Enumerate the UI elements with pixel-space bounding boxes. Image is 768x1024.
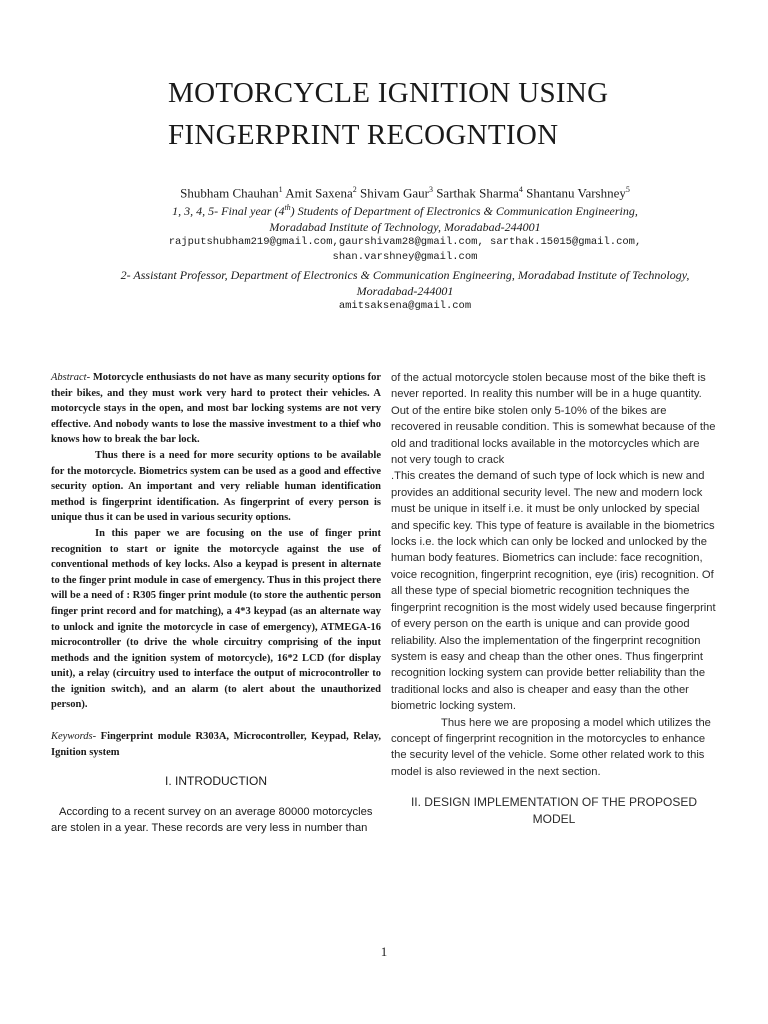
body-paragraph: .This creates the demand of such type of lock which is new and provides an additional security level. The new and modern lock must be unique in itself i.e. it must be only unlocked by special and specific key. This type of feature is available in the biometrics locks i.e. the lock which can only be locked and unlocked by the human body features. Biometrics can include: face recognition, voice recognition, fingerprint recognition, eye (iris) recognition. Of all these type of special biometric recognition techniques the fingerprint recognition is the most widely used because fingerprint of every person on the earth is unique and can provide good reliability. Also the implementation of the fingerprint recognition system is easy and cheap than the other ones. Thus fingerprint recognition locking system can provide better reliability than the traditional locks and also is cheaper and easy than the other biometric locking system. — [391, 470, 716, 713]
author-affiliation-mark: 1 — [278, 185, 283, 194]
keywords-label: Keywords- — [51, 731, 97, 743]
abstract-paragraph — [51, 370, 381, 448]
author-name: Shubham Chauhan — [180, 185, 279, 201]
author-name: Shivam Gaur — [356, 185, 429, 201]
body-paragraph: of the actual motorcycle stolen because most of the bike theft is never reported. In reality this number will be in a huge quantity. Out of the entire bike stolen only 5-10% of the bikes are recovered in reusable condition. This is somewhat because of the old and traditional locks available in the motorcycles which are not very tough to crack — [391, 372, 716, 467]
abstract-paragraph: In this paper we are focusing on the use of finger print recognition to start or ignite the motorcycle against the use of conventional methods of key locks. Also a keypad is present in alternate to the finger print module in case of emergency. Thus in this project there will be a need of : R305 finger print module (to store the authentic person finger print record and for matching), a 4*3 keypad (as an alternate way to unlock and ignite the motorcycle in case of emergency), ATMEGA-16 microcontroller (to drive the whole circuitry comprising of the input methods and the ignition system of motorcycle), 16*2 LCD (for display unit), a relay (circuitry used to interface the output of microcontroller to the ignition switch), and an alarm (to alert about the unauthorized person). — [51, 527, 381, 711]
section-heading-line: II. DESIGN IMPLEMENTATION OF THE PROPOSED — [410, 795, 698, 810]
author-name: Sarthak Sharma — [432, 185, 519, 201]
author-emails: rajputshubham219@gmail.com,gaurshivam28@gmail.com, sarthak.15015@gmail.com, — [168, 236, 642, 248]
affiliation-superscript: th — [284, 203, 291, 212]
section-heading-line: MODEL — [532, 812, 576, 827]
abstract-text: Motorcycle enthusiasts do not have as many security options for their bikes, and they must work very hard to protect their vehicles. A motorcycle stays in the open, and most bar locking systems are not very effective. And nobody wants to lose the massive investment to a thief who knows how to break the bar lock. — [51, 372, 381, 446]
paper-title — [168, 72, 688, 156]
author-name: Amit Saxena — [282, 185, 353, 201]
section-heading-introduction: I. INTRODUCTION — [165, 774, 267, 789]
body-paragraph: Thus here we are proposing a model which utilizes the concept of fingerprint recognition in the motorcycles to enhance the security level of the vehicle. Some other related work to this model is also reviewed in the next section. — [391, 716, 711, 778]
affiliation-line: Moradabad Institute of Technology, Moradabad-244001 — [269, 220, 541, 234]
author-list — [40, 181, 768, 201]
author-emails: shan.varshney@gmail.com — [332, 251, 478, 263]
affiliation-line: Moradabad-244001 — [356, 284, 454, 298]
author-name: Shantanu Varshney — [522, 185, 626, 201]
body-paragraph: According to a recent survey on an average 80000 motorcycles are stolen in a year. These records are very less in number than — [51, 805, 373, 835]
right-column — [391, 370, 717, 828]
paper-title-line-1: MOTORCYCLE IGNITION USING — [168, 77, 609, 109]
author-affiliation-mark: 3 — [428, 185, 433, 194]
paper-title-line-2: FINGERPRINT RECOGNTION — [168, 119, 559, 151]
affiliation-line: 2- Assistant Professor, Department of Electronics & Communication Engineering, Moradabad Institute of Technology, — [120, 268, 690, 282]
author-affiliation-mark: 4 — [518, 185, 523, 194]
author-email: amitsaksena@gmail.com — [338, 300, 472, 312]
section-heading-design — [391, 794, 717, 828]
author-affiliation-mark: 2 — [352, 185, 357, 194]
keywords — [51, 729, 381, 760]
affiliations — [40, 200, 768, 314]
page-number: 1 — [380, 944, 388, 959]
left-column — [51, 370, 381, 837]
keywords-text: Fingerprint module R303A, Microcontroller, Keypad, Relay, Ignition system — [51, 731, 381, 758]
affiliation-line — [40, 200, 768, 219]
author-affiliation-mark: 5 — [625, 185, 630, 194]
affiliation-text: 1, 3, 4, 5- Final year (4 — [172, 204, 285, 218]
affiliation-text: ) Students of Department of Electronics & Communication Engineering, — [290, 204, 638, 218]
abstract-label: Abstract- — [51, 372, 91, 383]
abstract-paragraph: Thus there is a need for more security options to be available for the motorcycle. Biometrics system can be used as a good and effective security option. An important and very reliable human identification method is fingerprint identification. As fingerprint of every person is unique thus it can be used in various security options. — [51, 449, 381, 524]
